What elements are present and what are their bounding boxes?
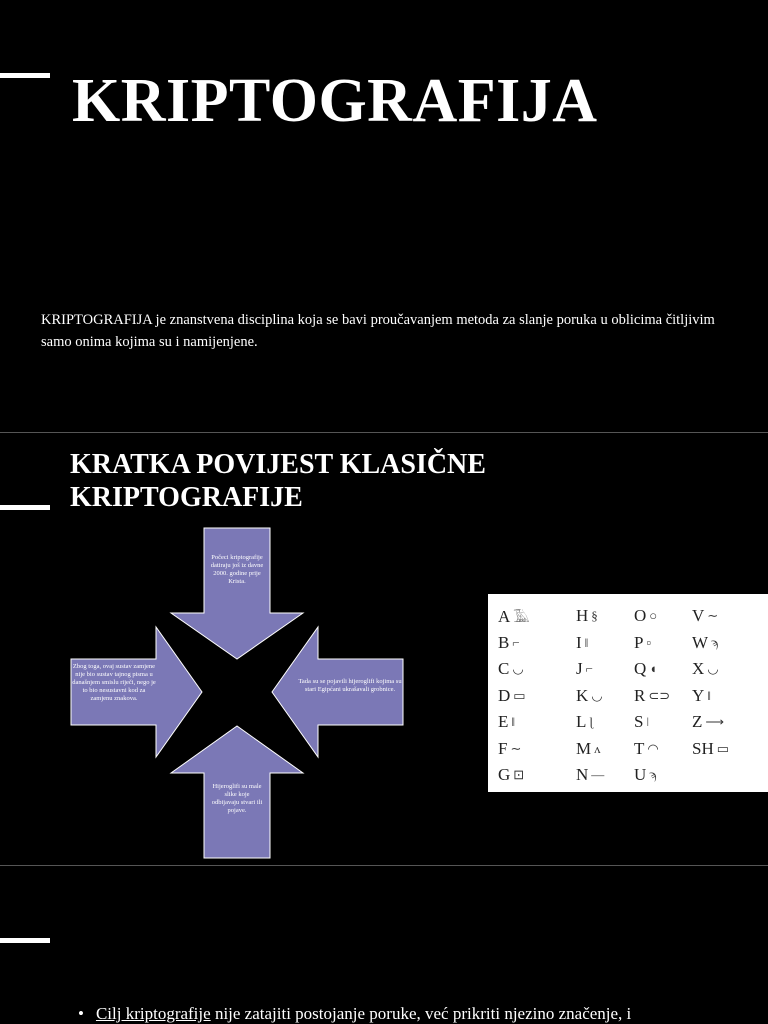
viper-icon: ∼	[707, 608, 719, 623]
slide-3	[0, 866, 768, 1024]
bullet-item	[78, 1004, 758, 1024]
glyph-letter: E	[498, 712, 509, 731]
glyph-cell-j	[576, 659, 593, 679]
slide-title	[70, 448, 630, 514]
cloth-icon: ǀ	[646, 714, 650, 729]
hieroglyph-alphabet-image	[488, 594, 768, 792]
glyph-cell-x	[692, 659, 719, 679]
diagram-text-bottom: Hijeroglifi su male slike koje odbijavaju stvari ili pojave.	[211, 783, 263, 814]
glyph-cell-r	[634, 686, 670, 706]
glyph-cell-o	[634, 606, 657, 626]
bullet-text: nije zatajiti postojanje poruke, već prikriti njezino značenje, i	[210, 1004, 632, 1023]
glyph-letter: I	[576, 632, 582, 652]
glyph-letter: SH	[692, 738, 714, 758]
glyph-letter: B	[498, 632, 510, 652]
glyph-letter: N	[576, 765, 589, 784]
glyph-letter: W	[692, 632, 709, 652]
glyph-letter: Y	[692, 685, 705, 705]
glyph-cell-d	[498, 686, 526, 706]
basket-icon: ◡	[591, 687, 603, 703]
accent-bar	[0, 938, 50, 943]
glyph-cell-z	[692, 712, 724, 732]
glyph-cell-l	[576, 712, 593, 732]
diagram-text-left: Zbog toga, ovaj sustav zamjene nije bio sustav tajnog pisma u današnjem smislu riječi, nego je to bio nesustavni kod za zamjenu znakova.	[72, 663, 156, 702]
reed-icon: ǁ	[707, 687, 711, 703]
glyph-letter: C	[498, 659, 510, 678]
reed-icon: ǁ	[584, 634, 589, 650]
glyph-cell-e	[498, 712, 515, 732]
title-line-1: KRATKA POVIJEST KLASIČNE	[70, 449, 486, 480]
glyph-cell-b	[498, 633, 520, 653]
glyph-cell-i	[576, 633, 588, 653]
chick-icon: ϡ	[711, 634, 719, 650]
slide-title: KRIPTOGRAFIJA	[72, 67, 598, 135]
bullet-link[interactable]: Cilj kriptografije	[95, 1004, 211, 1023]
glyph-cell-m	[576, 739, 601, 759]
glyph-letter: Q	[634, 659, 647, 678]
wick-icon: §	[591, 608, 598, 623]
glyph-cell-w	[692, 633, 718, 653]
pool-icon: ▭	[716, 740, 730, 756]
stool-icon: ▫	[646, 634, 652, 650]
diagram-text-top: Počeci kriptografije datiraju još iz davne 2000. godine prije Krista.	[210, 554, 264, 585]
glyph-letter: X	[692, 659, 705, 678]
glyph-cell-f	[498, 739, 521, 759]
bolt-icon: ⟶	[705, 714, 725, 729]
reed-icon: ǁ	[511, 714, 516, 729]
glyph-letter: H	[576, 606, 589, 625]
glyph-cell-k	[576, 686, 603, 706]
basket-icon: ◡	[707, 661, 719, 676]
glyph-letter: J	[576, 659, 583, 678]
glyph-letter: L	[576, 712, 587, 731]
hill-icon: ◖	[649, 661, 658, 676]
glyph-letter: P	[634, 632, 644, 652]
glyph-letter: M	[576, 738, 592, 758]
lion-icon: ɭ	[589, 714, 594, 729]
glyph-letter: V	[692, 606, 705, 625]
accent-bar	[0, 505, 50, 510]
chick-icon: ϡ	[649, 767, 657, 782]
foot-icon: ⌐	[512, 634, 520, 650]
arrow-down-top	[171, 528, 303, 659]
glyph-letter: O	[634, 606, 647, 625]
glyph-letter: T	[634, 738, 645, 758]
glyph-cell-a	[498, 606, 529, 627]
bullet-dot: •	[78, 1004, 84, 1023]
glyph-cell-h	[576, 606, 598, 626]
glyph-letter: Z	[692, 712, 703, 731]
glyph-letter: F	[498, 738, 508, 758]
viper-icon: ∼	[510, 740, 522, 756]
glyph-cell-c	[498, 659, 524, 679]
glyph-cell-n	[576, 765, 604, 785]
glyph-cell-u	[634, 765, 656, 785]
glyph-cell-g	[498, 765, 524, 785]
glyph-letter: A	[498, 606, 511, 626]
glyph-cell-t	[634, 739, 659, 759]
glyph-letter: G	[498, 765, 511, 784]
accent-bar	[0, 73, 50, 78]
basket-icon: ◡	[512, 661, 524, 676]
bread-icon: ◠	[647, 740, 659, 756]
glyph-letter: R	[634, 685, 646, 705]
glyph-letter: K	[576, 685, 589, 705]
cobra-icon: ⌐	[585, 661, 593, 676]
glyph-letter: D	[498, 685, 511, 705]
vulture-icon: 𓅀	[513, 610, 530, 625]
glyph-cell-v	[692, 606, 718, 626]
slide-1	[0, 0, 768, 432]
water-icon: —	[591, 767, 605, 782]
owl-icon: ᴧ	[594, 740, 601, 756]
slide-body-text: KRIPTOGRAFIJA je znanstvena disciplina koja se bavi proučavanjem metoda za slanje poruka u oblicima čitljivim samo onima kojima su i namijenjene.	[41, 312, 715, 350]
diagram-text-right: Tada su se pojavili hijeroglifi kojima su stari Egipćani ukrašavali grobnice.	[298, 678, 402, 693]
glyph-cell-p	[634, 633, 651, 653]
arrows-diagram	[70, 527, 404, 859]
glyph-letter: U	[634, 765, 647, 784]
hand-icon: ▭	[513, 687, 526, 703]
stand-icon: ⊡	[513, 767, 525, 782]
glyph-cell-s	[634, 712, 649, 732]
glyph-cell-y	[692, 686, 711, 706]
glyph-cell-sh	[692, 739, 729, 759]
lasso-icon: ○	[649, 608, 658, 623]
title-line-2: KRIPTOGRAFIJE	[70, 482, 303, 513]
glyph-cell-q	[634, 659, 657, 679]
mouth-icon: ⊂⊃	[648, 687, 671, 703]
glyph-letter: S	[634, 712, 644, 731]
